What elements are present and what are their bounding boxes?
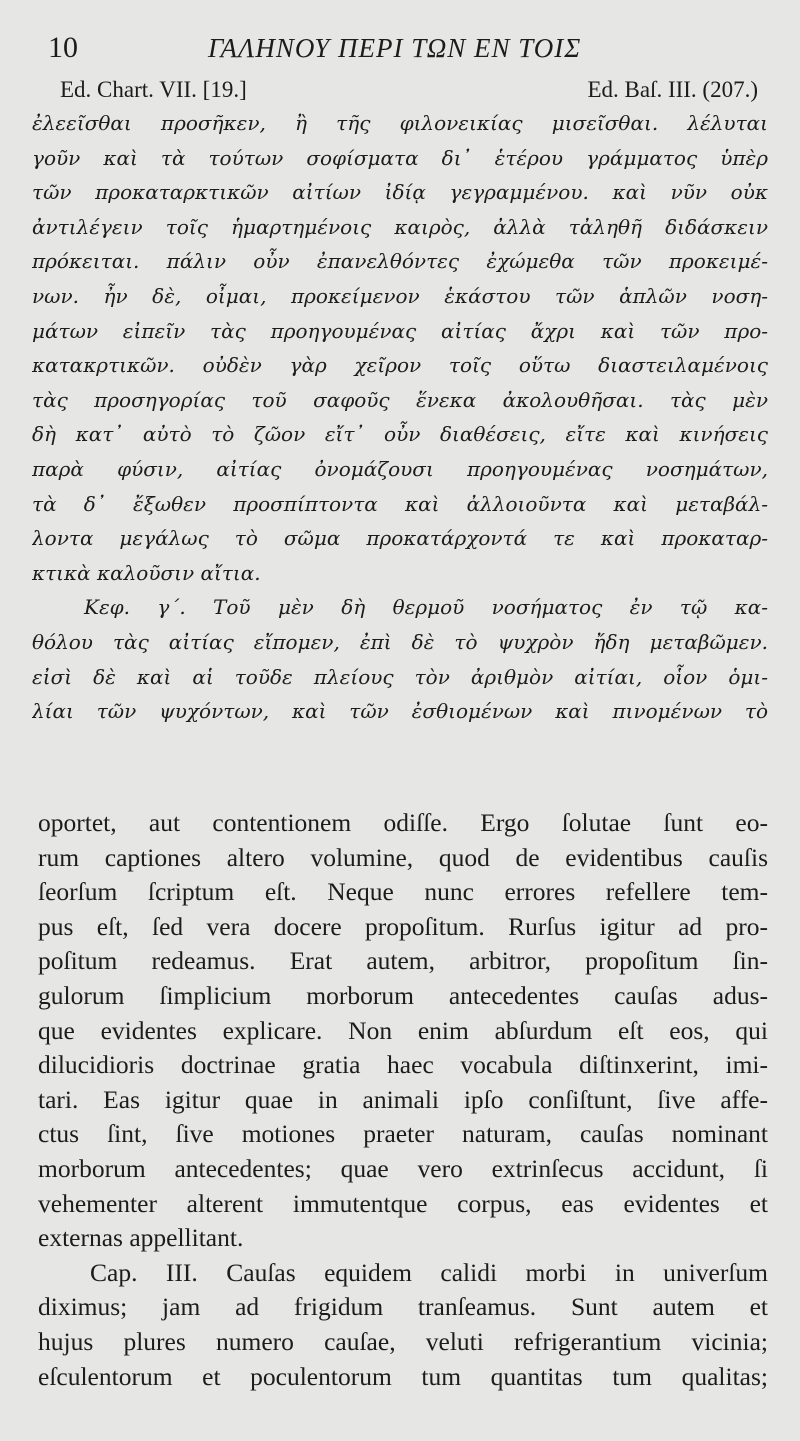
greek-line: τῶν προκαταρκτικῶν αἰτίων ἰδίᾳ γεγραμμένου. καὶ νῦν οὐκ [32, 180, 768, 205]
latin-line: ctus ſint, ſive motiones praeter naturam, cauſas nominant [38, 1119, 768, 1149]
latin-line: que evidentes explicare. Non enim abſurdum eſt eos, qui [38, 1015, 768, 1045]
latin-line: eſculentorum et poculentorum tum quantitas tum qualitas; [38, 1361, 768, 1391]
greek-line: τὰς προσηγορίας τοῦ σαφοῦς ἕνεκα ἀκολουθῆσαι. τὰς μὲν [32, 387, 768, 412]
latin-line: dilucidioris doctrinae gratia haec vocabula diſtinxerint, imi- [38, 1050, 768, 1080]
latin-line: externas appellitant. [38, 1223, 244, 1253]
greek-line: ἀντιλέγειν τοῖς ἡμαρτημένοις καιρὸς, ἀλλὰ τἀληθῆ διδάσκειν [32, 214, 768, 239]
latin-line: oportet, aut contentionem odiſſe. Ergo ſolutae ſunt eo- [38, 808, 768, 837]
latin-line: tari. Eas igitur quae in animali ipſo conſiſtunt, ſive affe- [38, 1084, 768, 1114]
greek-line: δὴ κατ᾽ αὐτὸ τὸ ζῶον εἴτ᾽ οὖν διαθέσεις, εἴτε καὶ κινήσεις [32, 422, 768, 447]
latin-line: vehementer alterent immutentque corpus, eas evidentes et [38, 1188, 768, 1218]
greek-line: γοῦν καὶ τὰ τούτων σοφίσματα δι᾽ ἑτέρου γράμματος ὑπὲρ [32, 145, 768, 170]
latin-text-block [38, 806, 768, 1394]
latin-line: ſeorſum ſcriptum eſt. Neque nunc errores refellere tem- [38, 877, 768, 907]
latin-line: gulorum ſimplicium morborum antecedentes cauſas adus- [38, 980, 768, 1010]
latin-line: poſitum redeamus. Erat autem, arbitror, propoſitum ſin- [38, 946, 768, 976]
latin-line: pus eſt, ſed vera docere propoſitum. Rurſus igitur ad pro- [38, 911, 768, 941]
greek-line: παρὰ φύσιν, αἰτίας ὀνομάζουσι προηγουμένας νοσημάτων, [32, 456, 768, 481]
greek-line: κτικὰ καλοῦσιν αἴτια. [32, 560, 261, 585]
greek-line: μάτων εἰπεῖν τὰς προηγουμένας αἰτίας ἄχρι καὶ τῶν προ- [32, 318, 768, 343]
greek-line: λοντα μεγάλως τὸ σῶμα προκατάρχοντά τε καὶ προκαταρ- [32, 526, 768, 551]
latin-line: hujus plures numero cauſae, veluti refrigerantium vicinia; [38, 1326, 768, 1356]
running-title: ΓΑΛΗΝΟΥ ΠΕΡΙ ΤΩΝ ΕΝ ΤΟΙΣ [208, 33, 582, 63]
edition-basel-ref: Ed. Baſ. III. (207.) [587, 77, 758, 102]
greek-line: θόλου τὰς αἰτίας εἴπομεν, ἐπὶ δὲ τὸ ψυχρὸν ἤδη μεταβῶμεν. [32, 629, 768, 654]
edition-references [60, 74, 758, 106]
latin-line: morborum antecedentes; quae vero extrinſecus accidunt, ſi [38, 1153, 768, 1183]
page-number: 10 [48, 31, 78, 64]
greek-line: ἐλεεῖσθαι προσῆκεν, ἢ τῆς φιλονεικίας μισεῖσθαι. λέλυται [32, 111, 768, 135]
greek-line: λίαι τῶν ψυχόντων, καὶ τῶν ἐσθιομένων καὶ πινομένων τὸ [32, 699, 768, 724]
latin-line: diximus; jam ad frigidum tranſeamus. Sunt autem et [38, 1292, 768, 1322]
greek-text-block [32, 106, 768, 729]
latin-line: Cap. III. Cauſas equidem calidi morbi in univerſum [90, 1257, 768, 1287]
greek-line: πρόκειται. πάλιν οὖν ἐπανελθόντες ἐχώμεθα τῶν προκειμέ- [32, 249, 768, 274]
greek-line: νων. ἦν δὲ, οἶμαι, προκείμενον ἑκάστου τῶν ἁπλῶν νοση- [32, 283, 768, 308]
greek-line: τὰ δ᾽ ἔξωθεν προσπίπτοντα καὶ ἀλλοιοῦντα καὶ μεταβάλ- [32, 491, 768, 516]
greek-line: Κεφ. γ΄. Τοῦ μὲν δὴ θερμοῦ νοσήματος ἐν τῷ κα- [84, 595, 768, 620]
latin-line: rum captiones altero volumine, quod de evidentibus cauſis [38, 842, 768, 872]
page-header [48, 28, 758, 68]
greek-line: εἰσὶ δὲ καὶ αἱ τοῦδε πλείους τὸν ἀριθμὸν αἰτίαι, οἷον ὁμι- [32, 664, 768, 689]
greek-line: κατακρτικῶν. οὐδὲν γὰρ χεῖρον τοῖς οὕτω διαστειλαμένοις [32, 353, 768, 378]
edition-chart-ref: Ed. Chart. VII. [19.] [60, 77, 247, 102]
